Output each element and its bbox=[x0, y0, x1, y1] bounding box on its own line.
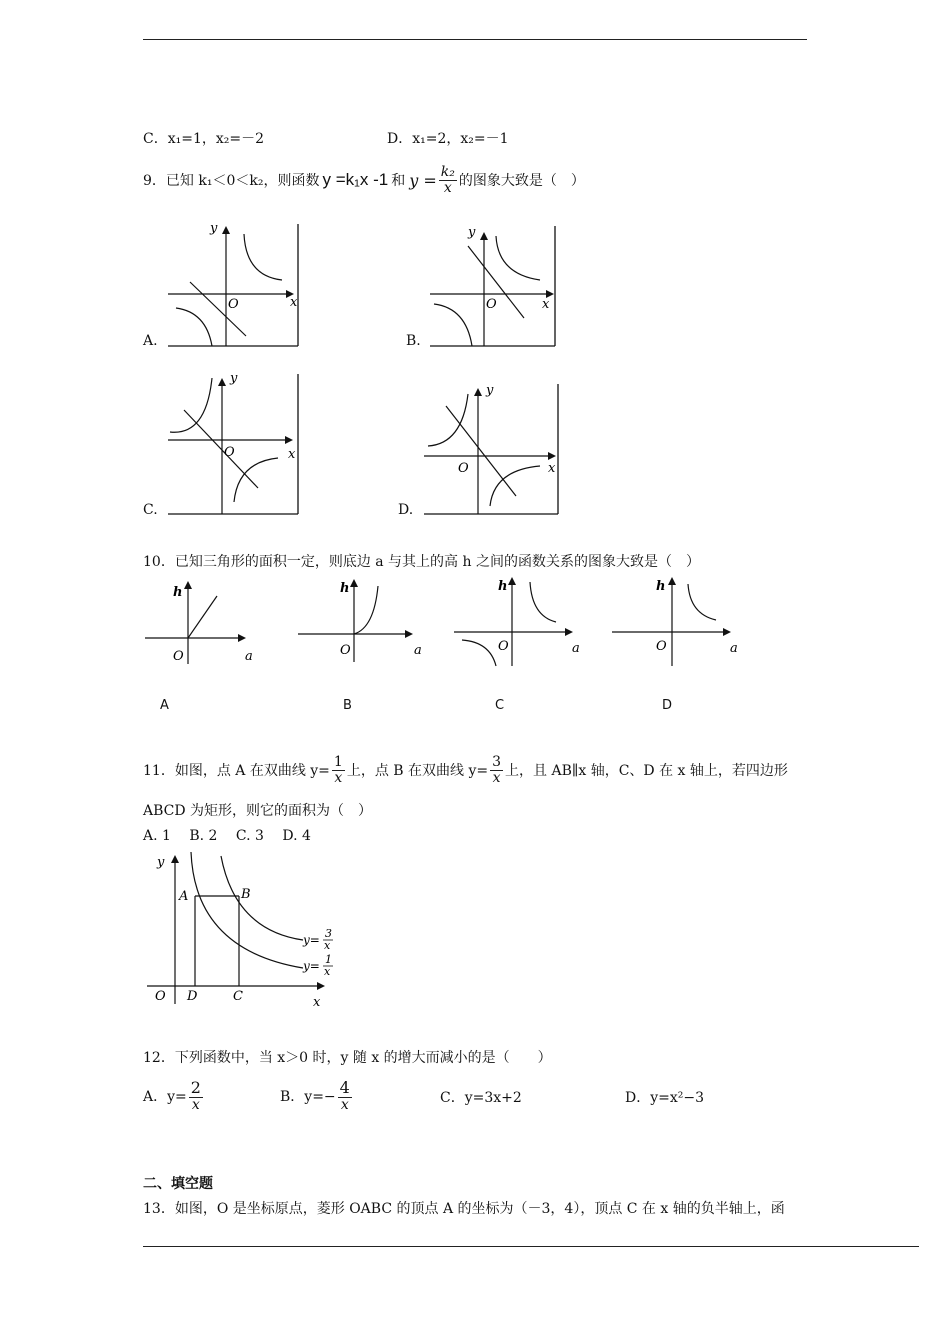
q9-suffix: 的图象大致是（ ） bbox=[458, 173, 585, 189]
q11-fig-x: x bbox=[313, 995, 321, 1008]
q10d-a-label: a bbox=[730, 641, 738, 656]
q13-stem: 13．如图，O 是坐标原点，菱形 OABC 的顶点 A 的坐标为（－3，4），顶点 C 在 x 轴的负半轴上，函 bbox=[143, 1201, 785, 1217]
q11-frac2-den: x bbox=[492, 769, 501, 786]
q10-stem: 10．已知三角形的面积一定，则底边 a 与其上的高 h 之间的函数关系的图象大致是（ ） bbox=[143, 554, 700, 570]
q11-fig-point-a: A bbox=[179, 889, 189, 904]
q11-frac1-den: x bbox=[334, 769, 343, 786]
q10-option-a[interactable]: A bbox=[160, 698, 169, 713]
q11-curve1-den: x bbox=[324, 965, 331, 978]
q10-graph-c[interactable] bbox=[452, 572, 587, 668]
q9b-x-label: x bbox=[542, 297, 550, 312]
q12-b-lhs: B．y=− bbox=[280, 1089, 336, 1105]
q9-func2-lhs: y = bbox=[409, 170, 437, 190]
header-rule bbox=[143, 39, 807, 40]
q12-option-d[interactable]: D．y=x²−3 bbox=[625, 1090, 705, 1106]
q10a-h-label: h bbox=[173, 585, 183, 600]
q9-graph-c[interactable] bbox=[166, 370, 301, 518]
q9-option-d-label[interactable]: D. bbox=[398, 502, 414, 518]
q10d-h-label: h bbox=[656, 579, 666, 594]
q9-func2-fraction bbox=[439, 165, 457, 195]
q10b-a-label: a bbox=[414, 643, 422, 658]
q12-a-den: x bbox=[191, 1096, 200, 1113]
q9b-y-label: y bbox=[468, 225, 476, 240]
q9c-origin: O bbox=[224, 445, 235, 460]
q11-choices[interactable]: A. 1 B. 2 C. 3 D. 4 bbox=[143, 828, 311, 844]
q9-func1: y =k₁x -1 bbox=[322, 170, 389, 189]
q11-fig-y: y bbox=[157, 855, 165, 870]
q9a-x-label: x bbox=[290, 295, 298, 310]
q11-fig-origin: O bbox=[155, 989, 166, 1004]
q11-fig-point-b: B bbox=[241, 887, 251, 902]
q12-b-den: x bbox=[340, 1096, 349, 1113]
q9d-y-label: y bbox=[486, 383, 494, 398]
q11-curve1-num: 1 bbox=[325, 953, 332, 966]
q9-graph-d[interactable] bbox=[422, 380, 562, 518]
q9-stem bbox=[143, 158, 585, 202]
q12-a-lhs: A．y= bbox=[143, 1089, 187, 1105]
q9-option-b-label[interactable]: B. bbox=[406, 333, 421, 349]
q10-graph-b[interactable] bbox=[296, 570, 426, 666]
q11-fig-point-c: C bbox=[233, 989, 243, 1004]
q11-curve3-num: 3 bbox=[325, 927, 332, 940]
q10-option-d[interactable]: D bbox=[662, 698, 673, 713]
q11-stem-line2: ABCD 为矩形，则它的面积为（ ） bbox=[143, 803, 373, 819]
q9b-origin: O bbox=[486, 297, 497, 312]
q10c-h-label: h bbox=[498, 579, 508, 594]
q9c-x-label: x bbox=[288, 447, 296, 462]
q11-stem-line1 bbox=[143, 748, 788, 792]
footer-rule bbox=[143, 1246, 919, 1247]
q11-p1: 11．如图，点 A 在双曲线 y= bbox=[143, 763, 330, 779]
q11-p2: 上，点 B 在双曲线 y= bbox=[346, 763, 489, 779]
q12-stem: 12．下列函数中，当 x＞0 时，y 随 x 的增大而减小的是（ ） bbox=[143, 1050, 552, 1066]
q11-p3: 上，且 AB∥x 轴，C、D 在 x 轴上，若四边形 bbox=[505, 763, 788, 779]
q11-frac2 bbox=[490, 755, 503, 785]
q11-curve3-lhs: y= bbox=[303, 933, 320, 947]
q10a-a-label: a bbox=[245, 649, 253, 664]
q10c-origin: O bbox=[498, 639, 509, 654]
q9-prefix: 9．已知 k₁＜0＜k₂，则函数 bbox=[143, 173, 320, 189]
q9-mid: 和 bbox=[391, 173, 406, 189]
q9c-y-label: y bbox=[230, 371, 238, 386]
q12-a-num: 2 bbox=[190, 1077, 201, 1097]
q10b-origin: O bbox=[340, 643, 351, 658]
q9-graph-b[interactable] bbox=[428, 222, 558, 350]
q12-a-frac bbox=[189, 1077, 203, 1113]
q11-curve1-lhs: y= bbox=[303, 959, 320, 973]
q12-b-frac bbox=[338, 1077, 352, 1113]
q9a-origin: O bbox=[228, 297, 239, 312]
q9-option-a-label[interactable]: A. bbox=[143, 333, 158, 349]
q12-b-num: 4 bbox=[339, 1077, 350, 1097]
q9d-x-label: x bbox=[548, 461, 556, 476]
q9d-origin: O bbox=[458, 461, 469, 476]
q11-figure bbox=[143, 846, 353, 1008]
q12-option-b[interactable] bbox=[280, 1073, 354, 1119]
q10-graph-d[interactable] bbox=[610, 572, 745, 668]
q11-curve3-den: x bbox=[324, 939, 331, 952]
q10-option-c[interactable]: C bbox=[495, 698, 505, 713]
q11-frac2-num: 3 bbox=[492, 753, 502, 770]
q9-func2-num: k₂ bbox=[440, 163, 455, 180]
q10d-origin: O bbox=[656, 639, 667, 654]
q11-fig-point-d: D bbox=[187, 989, 198, 1004]
q10a-origin: O bbox=[173, 649, 184, 664]
q8-option-d[interactable]: D．x₁=2，x₂=－1 bbox=[387, 131, 509, 147]
q9-func2-den: x bbox=[443, 179, 452, 196]
q9-option-c-label[interactable]: C. bbox=[143, 502, 158, 518]
q11-frac1 bbox=[332, 755, 345, 785]
q12-option-c[interactable]: C．y=3x+2 bbox=[440, 1090, 522, 1106]
section-heading: 二、填空题 bbox=[143, 1176, 213, 1192]
q9-graph-a[interactable] bbox=[166, 216, 301, 350]
q9a-y-label: y bbox=[210, 221, 218, 236]
q11-frac1-num: 1 bbox=[333, 753, 343, 770]
q10-graph-a[interactable] bbox=[143, 576, 263, 666]
q10-option-b[interactable]: B bbox=[343, 698, 352, 713]
q10c-a-label: a bbox=[572, 641, 580, 656]
q8-option-c[interactable]: C．x₁=1，x₂=－2 bbox=[143, 131, 265, 147]
q12-option-a[interactable] bbox=[143, 1073, 205, 1119]
q10b-h-label: h bbox=[340, 581, 350, 596]
